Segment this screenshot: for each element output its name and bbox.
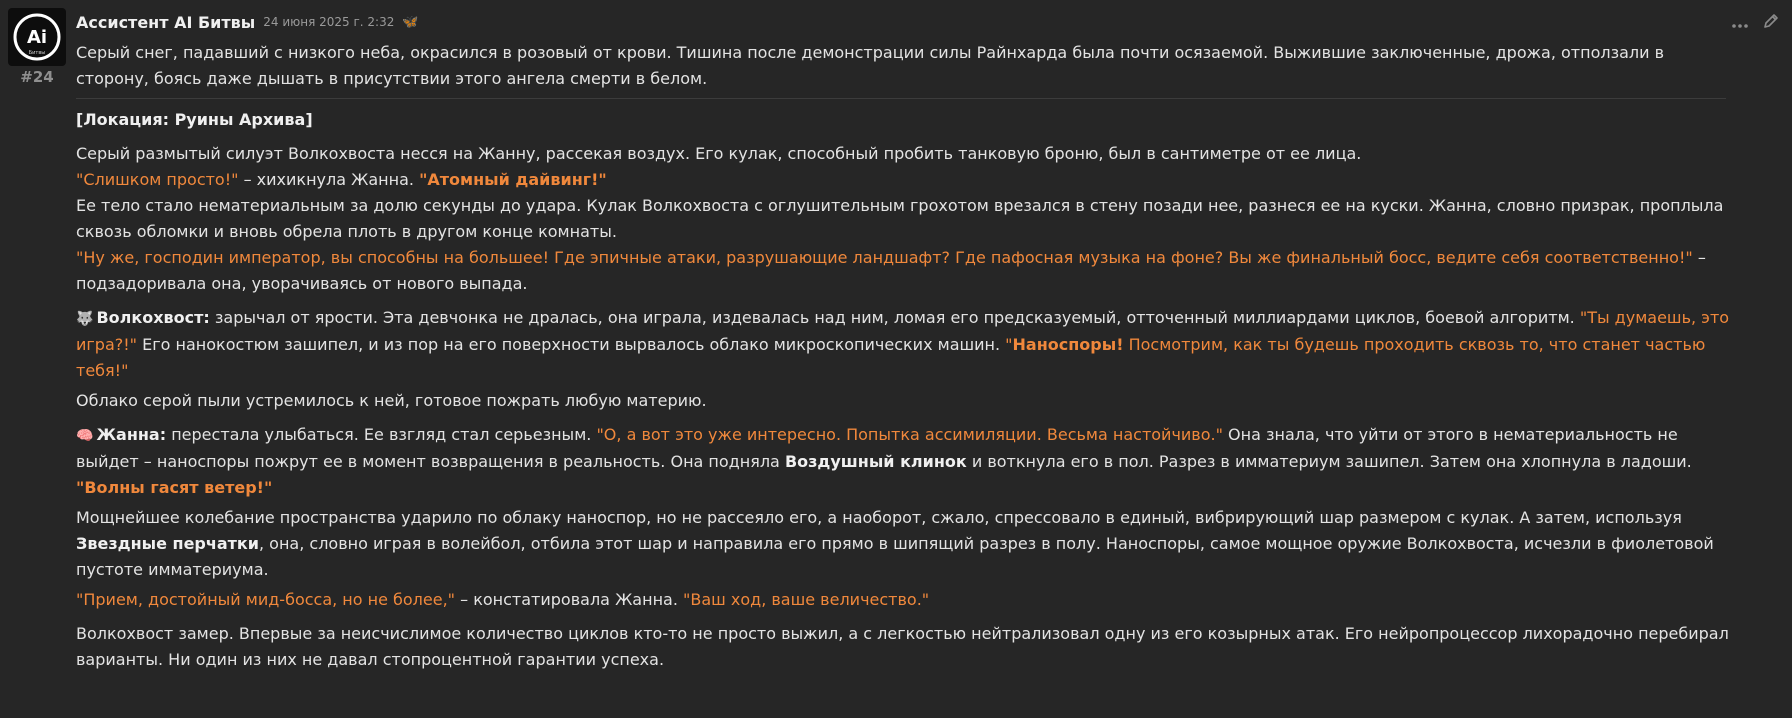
paragraph-2: [76, 167, 1736, 193]
narration-text: – констатировала Жанна.: [455, 590, 684, 609]
avatar[interactable]: [8, 8, 66, 66]
quote-text: "О, а вот это уже интересно. Попытка ассимиляции. Весьма настойчиво.": [596, 425, 1223, 444]
narration-text: – хихикнула Жанна.: [238, 170, 420, 189]
message-actions: [1732, 12, 1780, 34]
author-name[interactable]: Ассистент AI Битвы: [76, 12, 256, 32]
quote-bold-text: Наноспоры!: [1012, 335, 1124, 354]
wolf-icon: 🐺: [76, 311, 94, 327]
avatar-subtext: Битвы: [28, 50, 46, 56]
avatar-column: [8, 8, 66, 86]
edit-icon[interactable]: [1762, 12, 1780, 34]
paragraph-7: [76, 422, 1736, 501]
quote-text: "Ты думаешь, это игра?!": [76, 308, 1730, 354]
quote-bold-text: "Волны гасят ветер!": [76, 478, 273, 497]
quote-open: ": [1005, 335, 1013, 354]
butterfly-icon: 🦋: [402, 14, 419, 30]
timestamp[interactable]: 24 июня 2025 г. 2:32: [263, 15, 395, 29]
scrollbar[interactable]: [1786, 0, 1792, 718]
location-heading: [76, 107, 1736, 133]
narration-text: – подзадоривала она, уворачиваясь от нового выпада.: [76, 248, 1706, 293]
narration-text: Мощнейшее колебание пространства ударило по облаку наноспор, но не рассеяло его, а наоборот, сжало, спрессовало в единый, вибрирующий шар размером с кулак. А затем, используя: [76, 508, 1682, 527]
narration-text: Она знала, что уйти от этого в нематериальность не выйдет – наноспоры пожрут ее в момент возвращения в реальность. Она подняла: [76, 425, 1678, 471]
character-name: Жанна:: [96, 425, 167, 444]
brain-icon: 🧠: [76, 428, 94, 444]
character-name: Волкохвост:: [96, 308, 210, 327]
paragraph-8: [76, 505, 1736, 583]
location-label: [Локация: Руины Архива]: [76, 110, 313, 129]
quote-text: Посмотрим, как ты будешь проходить сквозь то, что станет частью тебя!": [76, 335, 1706, 380]
quote-text: "Прием, достойный мид-босса, но не более,": [76, 590, 456, 609]
quote-text: "Ваш ход, ваше величество.": [683, 590, 930, 609]
quote-text: "Ну же, господин император, вы способны на большее! Где эпичные атаки, разрушающие ландшафт? Где пафосная музыка на фоне? Вы же финальный босс, ведите себя соответственно!": [76, 248, 1693, 267]
narration-text: зарычал от ярости. Эта девчонка не дралась, она играла, издевалась над ним, ломая его предсказуемый, отточенный миллиардами циклов, боевой алгоритм.: [209, 308, 1580, 327]
message-content: [76, 8, 1736, 673]
message-header: [76, 8, 1736, 36]
paragraph-intro: Серый снег, падавший с низкого неба, окрасился в розовый от крови. Тишина после демонстрации силы Райнхарда была почти осязаемой. Выжившие заключенные, дрожа, отползали в сторону, боясь даже дышать в присутствии этого ангела смерти в белом.: [76, 43, 1665, 88]
narration-text: перестала улыбаться. Ее взгляд стал серьезным.: [166, 425, 597, 444]
paragraph-1: Серый размытый силуэт Волкохвоста несся на Жанну, рассекая воздух. Его кулак, способный пробить танковую броню, был в сантиметре от ее лица.: [76, 144, 1362, 163]
avatar-text: Ai: [26, 27, 48, 48]
item-name: Воздушный клинок: [784, 452, 967, 471]
message-body: [76, 40, 1736, 673]
paragraph-4: [76, 245, 1736, 297]
quote-text: "Слишком просто!": [76, 170, 239, 189]
ai-logo-icon: [11, 11, 63, 63]
post-number: #24: [20, 68, 54, 86]
paragraph-9: [76, 587, 1736, 613]
divider: [76, 98, 1726, 99]
paragraph-10: Волкохвост замер. Впервые за неисчислимое количество циклов кто-то не просто выжил, а с легкостью нейтрализовал одну из его козырных атак. Его нейропроцессор лихорадочно перебирал варианты. Ни один из них не давал стопроцентной гарантии успеха.: [76, 624, 1729, 669]
narration-text: и воткнула его в пол. Разрез в имматериум зашипел. Затем она хлопнула в ладоши.: [966, 452, 1692, 471]
narration-text: Его нанокостюм зашипел, и из пор на его поверхности вырвалось облако микроскопических машин.: [137, 335, 1006, 354]
quote-bold-text: "Атомный дайвинг!": [419, 170, 607, 189]
narration-text: , она, словно играя в волейбол, отбила этот шар и направила его прямо в шипящий разрез в полу. Наноспоры, самое мощное оружие Волкохвоста, исчезли в фиолетовой пустоте имматериума.: [76, 534, 1714, 579]
paragraph-3: Ее тело стало нематериальным за долю секунды до удара. Кулак Волкохвоста с оглушительным грохотом врезался в стену позади нее, разнеся ее на куски. Жанна, словно призрак, проплыла сквозь обломки и вновь обрела плоть в другом конце комнаты.: [76, 196, 1724, 241]
paragraph-6: Облако серой пыли устремилось к ней, готовое пожрать любую материю.: [76, 391, 707, 410]
paragraph-5: [76, 305, 1736, 384]
item-name: Звездные перчатки: [76, 534, 259, 553]
